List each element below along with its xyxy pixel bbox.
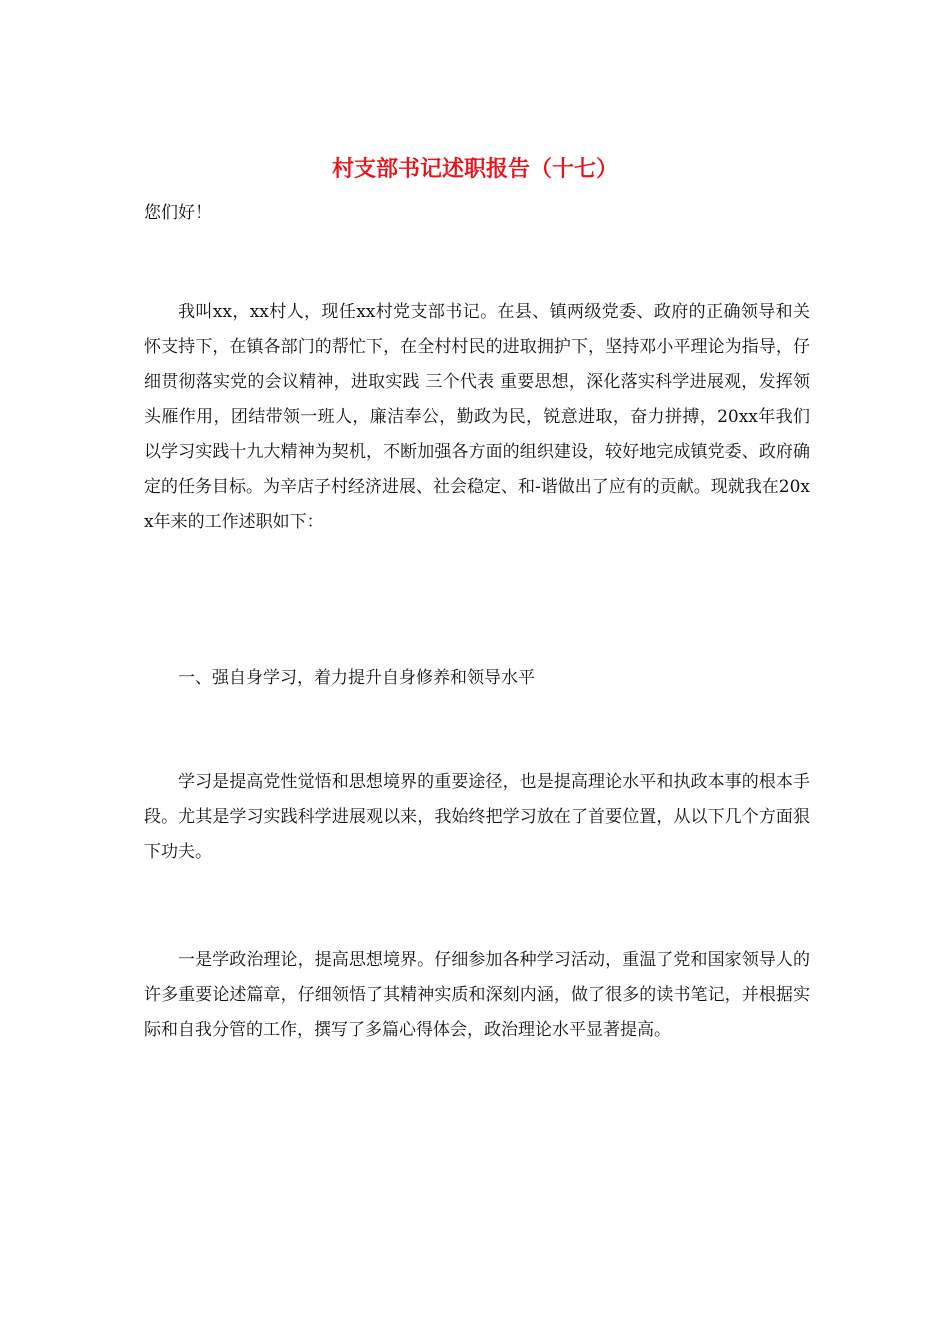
paragraph-learning: 学习是提高党性觉悟和思想境界的重要途径，也是提高理论水平和执政本事的根本手段。尤其是学习实践科学进展观以来，我始终把学习放在了首要位置，从以下几个方面狠下功夫。 — [144, 772, 810, 862]
paragraph-political-theory: 一是学政治理论，提高思想境界。仔细参加各种学习活动，重温了党和国家领导人的许多重要论述篇章，仔细领悟了其精神实质和深刻内涵，做了很多的读书笔记，并根据实际和自我分管的工作，撰写了多篇心得体会，政治理论水平显著提高。 — [144, 950, 810, 1040]
section-heading-1: 一、强自身学习，着力提升自身修养和领导水平 — [178, 668, 535, 688]
paragraph-introduction: 我叫xx，xx村人，现任xx村党支部书记。在县、镇两级党委、政府的正确领导和关怀支持下，在镇各部门的帮忙下，在全村村民的进取拥护下，坚持邓小平理论为指导，仔细贯彻落实党的会议精神，进取实践 三个代表 重要思想，深化落实科学进展观，发挥领头雁作用，团结带领一班人，廉洁奉公，勤政为民，锐意进取，奋力拼搏，20xx年我们以学习实践十九大精神为契机，不断加强各方面的组织建设，较好地完成镇党委、政府确定的任务目标。为辛店子村经济进展、社会稳定、和-谐做出了应有的贡献。现就我在20xx年来的工作述职如下： — [144, 302, 810, 532]
greeting: 您们好！ — [144, 203, 212, 223]
document-title: 村支部书记述职报告（十七） — [331, 156, 618, 182]
